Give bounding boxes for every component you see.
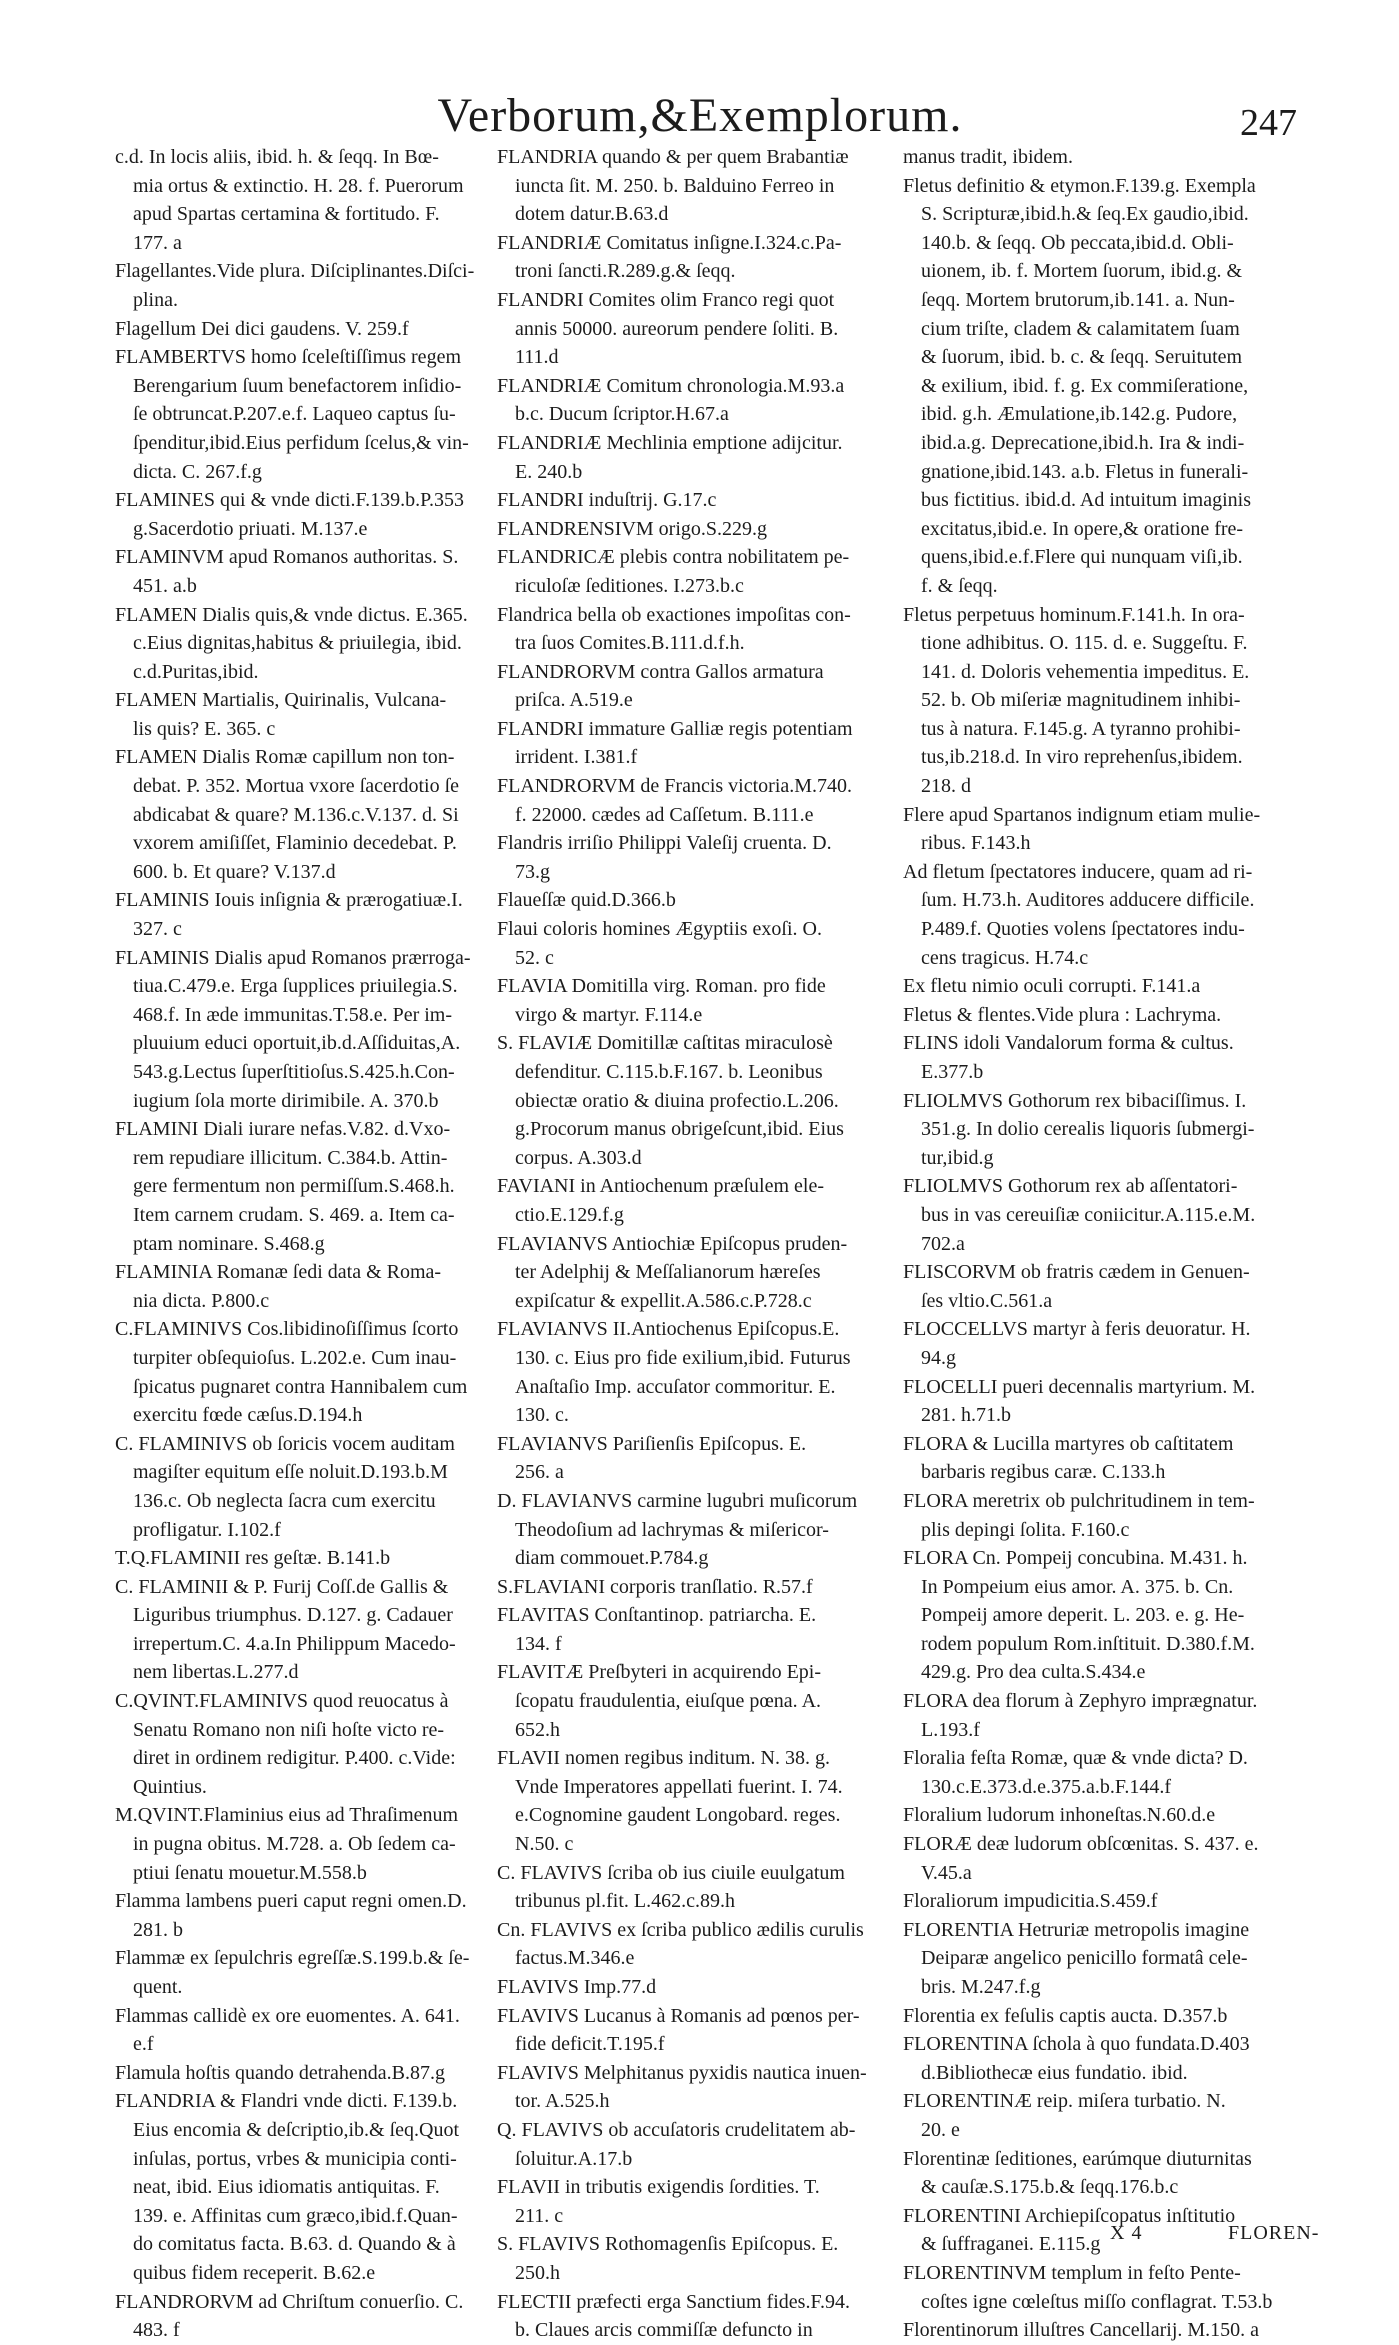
index-entry: FLANDRIÆ Comitum chronologia.M.93.a b.c. Ducum ſcriptor.H.67.a	[497, 374, 845, 426]
index-entry: FLAMINVM apud Romanos authoritas. S. 451. a.b	[115, 546, 459, 597]
index-entry: FLORENTIA Hetruriæ metropolis imagine Deiparæ angelico penicillo formatâ cele- bris. M.247.f.g	[903, 1918, 1250, 1998]
index-entry: c.d. In locis aliis, ibid. h. & ſeqq. In Bœ- mia ortus & extinctio. H. 28. f. Puerorum apud Spartas certamina & fortitudo. F. 177. a	[115, 146, 464, 254]
index-entry: D. FLAVIANVS carmine lugubri muſicorum Theodoſium ad lachrymas & miſericor- diam commouet.P.784.g	[497, 1489, 858, 1570]
index-entry: S.FLAVIANI corporis tranſlatio. R.57.f	[497, 1575, 813, 1598]
index-entry: FLANDRICÆ plebis contra nobilitatem pe- riculoſæ ſeditiones. I.273.b.c	[497, 546, 850, 597]
index-entry: FLAMBERTVS homo ſceleſtiſſimus regem Berengarium ſuum benefactorem inſidio- ſe obtruncat.P.207.e.f. Laqueo captus ſu- ſpenditur,ibid.Eius perfidum ſcelus,& vin- dicta. C. 267.f.g	[115, 346, 469, 483]
index-entry: FLORA Cn. Pompeij concubina. M.431. h. In Pompeium eius amor. A. 375. b. Cn. Pompeij amore deperit. L. 203. e. g. He- rodem populum Rom.inſtituit. D.380.f.M. 429.g. Pro dea culta.S.434.e	[903, 1547, 1255, 1684]
index-entry: FLAMINES qui & vnde dicti.F.139.b.P.353 g.Sacerdotio priuati. M.137.e	[115, 489, 464, 540]
index-entry: FLOCCELLVS martyr à feris deuoratur. H. 94.g	[903, 1318, 1251, 1369]
index-entry: Flere apud Spartanos indignum etiam mulie- ribus. F.143.h	[903, 803, 1261, 855]
index-entry: FLANDRIÆ Mechlinia emptione adijcitur. E. 240.b	[497, 431, 843, 483]
index-entry: Flandrica bella ob exactiones impoſitas con- tra ſuos Comites.B.111.d.f.h.	[497, 603, 851, 655]
index-entry: S. FLAVIVS Rothomagenſis Epiſcopus. E. 250.h	[497, 2233, 839, 2284]
page-number: 247	[1240, 102, 1297, 144]
index-entry: Ex fletu nimio oculi corrupti. F.141.a	[903, 975, 1201, 998]
index-entry: FLIOLMVS Gothorum rex ab aſſentatori- bus in vas cereuiſiæ coniicitur.A.115.e.M. 702.a	[903, 1175, 1256, 1255]
signature-mark: X 4	[1110, 2222, 1143, 2244]
index-entry: Flaui coloris homines Ægyptiis exoſi. O. 52. c	[497, 918, 822, 969]
index-entry: Flagellantes.Vide plura. Diſciplinantes.Diſci- plina.	[115, 260, 475, 311]
index-entry: Flandris irriſio Philippi Valeſij cruenta. D. 73.g	[497, 832, 832, 883]
index-entry: FLAMINIS Dialis apud Romanos prærroga- tiua.C.479.e. Erga ſupplices priuilegia.S. 468.f. In æde immunitas.T.58.e. Per im- pluuium educi oportuit,ib.d.Aſſiduitas,A. 543.g.Lectus ſuperſtitioſus.S.425.h.Con- iugium ſola morte dirimibile. A. 370.b	[115, 946, 471, 1112]
index-entry: C. FLAMINII & P. Furij Coſſ.de Gallis & Liguribus triumphus. D.127. g. Cadauer irrepertum.C. 4.a.In Philippum Macedo- nem libertas.L.277.d	[115, 1575, 456, 1684]
index-entry: FLANDRORVM ad Chriſtum conuerſio. C. 483. f	[115, 2290, 464, 2342]
index-entry: Floralium ludorum inhoneſtas.N.60.d.e	[903, 1804, 1216, 1827]
index-entry: C. FLAVIVS ſcriba ob ius ciuile euulgatum tribunus pl.fit. L.462.c.89.h	[497, 1861, 845, 1913]
index-entry: Florentinorum illuſtres Cancellarij. M.150. a	[903, 2319, 1260, 2342]
running-title: Verborum,&Exemplorum.	[437, 89, 963, 142]
index-entry: Ad fletum ſpectatores inducere, quam ad ri- ſum. H.73.h. Auditores adducere difficile. P.489.f. Quoties volens ſpectatores indu- cens tragicus. H.74.c	[903, 860, 1255, 969]
index-column-right	[903, 143, 1313, 2345]
index-entry: manus tradit, ibidem.	[903, 146, 1073, 168]
index-entry: FLANDRI induſtrij. G.17.c	[497, 489, 717, 512]
index-entry: FLANDRIÆ Comitatus inſigne.I.324.c.Pa- troni ſancti.R.289.g.& ſeqq.	[497, 231, 842, 283]
index-entry: FLECTII præfecti erga Sanctium fides.F.94. b. Claues arcis commiſſæ defuncto in	[497, 2290, 850, 2342]
index-entry: M.QVINT.Flaminius eius ad Thraſimenum in pugna obitus. M.728. a. Ob ſedem ca- ptiui ſenatu mouetur.M.558.b	[115, 1804, 459, 1884]
index-entry: FLANDRORVM contra Gallos armatura priſca. A.519.e	[497, 660, 824, 712]
index-entry: FLAVIANVS Antiochiæ Epiſcopus pruden- ter Adelphij & Meſſalianorum hæreſes expiſcatur & expellit.A.586.c.P.728.c	[497, 1232, 848, 1312]
index-entry: Florentia ex feſulis captis aucta. D.357.b	[903, 2004, 1228, 2027]
index-entry: FLINS idoli Vandalorum forma & cultus. E.377.b	[903, 1032, 1234, 1083]
index-entry: Flamula hoſtis quando detrahenda.B.87.g	[115, 2061, 445, 2084]
index-entry: FLAVIANVS Pariſienſis Epiſcopus. E. 256. a	[497, 1432, 807, 1484]
index-entry: Floralia feſta Romæ, quæ & vnde dicta? D. 130.c.E.373.d.e.375.a.b.F.144.f	[903, 1747, 1248, 1798]
index-entry: FLAVIVS Lucanus à Romanis ad pœnos per- fide deficit.T.195.f	[497, 2004, 860, 2056]
index-entry: Flammas callidè ex ore euomentes. A. 641. e.f	[115, 2004, 460, 2056]
index-entry: FLORENTINVM templum in feſto Pente- coſtes igne cœleſtus miſſo conflagrat. T.53.b	[903, 2261, 1273, 2313]
index-column-left	[115, 143, 510, 2345]
index-entry: FLORENTINI Archiepiſcopatus inſtitutio & ſuffraganei. E.115.g	[903, 2204, 1236, 2256]
index-entry: S. FLAVIÆ Domitillæ caſtitas miraculosè defenditur. C.115.b.F.167. b. Leonibus obiectæ oratio & diuina profectio.L.206. g.Procorum manus obrigeſcunt,ibid. Eius corpus. A.303.d	[497, 1032, 844, 1169]
index-entry: FAVIANI in Antiochenum præſulem ele- ctio.E.129.f.g	[497, 1175, 824, 1226]
index-entry: FLORÆ deæ ludorum obſcœnitas. S. 437. e. V.45.a	[903, 1833, 1259, 1884]
catchword: FLOREN-	[1228, 2222, 1320, 2244]
index-entry: FLANDRI Comites olim Franco regi quot annis 50000. aureorum pendere ſoliti. B. 111.d	[497, 288, 839, 369]
index-entry: Flamma lambens pueri caput regni omen.D. 281. b	[115, 1890, 467, 1941]
index-entry: Flammæ ex ſepulchris egreſſæ.S.199.b.& ſe- quent.	[115, 1947, 470, 1998]
index-entry: FLISCORVM ob fratris cædem in Genuen- ſes vltio.C.561.a	[903, 1261, 1250, 1312]
index-entry: C.FLAMINIVS Cos.libidinoſiſſimus ſcorto turpiter obſequioſus. L.202.e. Cum inau- ſpicatus pugnaret contra Hannibalem cum exercitu fœde cæſus.D.194.h	[115, 1318, 468, 1427]
index-entry: FLAVIVS Imp.77.d	[497, 1976, 657, 1998]
index-entry: FLANDRIA & Flandri vnde dicti. F.139.b. Eius encomia & deſcriptio,ib.& ſeq.Quot inſulas, portus, vrbes & municipia conti- neat, ibid. Eius idiomatis antiquitas. F. 139. e. Affinitas cum græco,ibid.f.Quan- do comitatus facta. B.63. d. Quando & à quibus fidem receperit. B.62.e	[115, 2090, 460, 2284]
index-entry: Florentinæ ſeditiones, earúmque diuturnitas & cauſæ.S.175.b.& ſeqq.176.b.c	[903, 2147, 1252, 2199]
index-entry: FLORENTINÆ reip. miſera turbatio. N. 20. e	[903, 2090, 1226, 2141]
index-column-middle	[497, 143, 892, 2345]
index-entry: FLAMINI Diali iurare nefas.V.82. d.Vxo- rem repudiare illicitum. C.384.b. Attin- gere fermentum non permiſſum.S.468.h. Item carnem crudam. S. 469. a. Item ca- ptam nominare. S.468.g	[115, 1118, 455, 1255]
index-entry: FLAMEN Dialis Romæ capillum non ton- debat. P. 352. Mortua vxore ſacerdotio ſe abdicabat & quare? M.136.c.V.137. d. Si vxorem amiſiſſet, Flaminio decedebat. P. 600. b. Et quare? V.137.d	[115, 746, 460, 883]
index-entry: FLAMEN Martialis, Quirinalis, Vulcana- lis quis? E. 365. c	[115, 689, 447, 740]
index-entry: FLAVII in tributis exigendis ſordities. T. 211. c	[497, 2176, 820, 2227]
index-entry: FLANDRI immature Galliæ regis potentiam irrident. I.381.f	[497, 717, 853, 769]
index-entry: Flaueſſæ quid.D.366.b	[497, 889, 676, 912]
index-entry: Fletus perpetuus hominum.F.141.h. In ora- tione adhibitus. O. 115. d. e. Suggeſtu. F. 141. d. Doloris vehementia impeditus. E. 52. b. Ob miſeriæ magnitudinem inhibi- tus à natura. F.145.g. A tyranno prohibi- tus,ib.218.d. In viro reprehenſus,ibidem. 218. d	[903, 603, 1250, 798]
index-entry: C.QVINT.FLAMINIVS quod reuocatus à Senatu Romano non niſi hoſte victo re- diret in ordinem redigitur. P.400. c.Vide: Quintius.	[115, 1690, 456, 1798]
index-entry: Cn. FLAVIVS ex ſcriba publico ædilis curulis factus.M.346.e	[497, 1918, 864, 1970]
index-entry: FLAVIANVS II.Antiochenus Epiſcopus.E. 130. c. Eius pro fide exilium,ibid. Futurus Anaſtaſio Imp. accuſator commoritur. E. 130. c.	[497, 1318, 851, 1427]
index-entry: FLORA & Lucilla martyres ob caſtitatem barbaris regibus caræ. C.133.h	[903, 1432, 1234, 1484]
index-entry: FLAMINIA Romanæ ſedi data & Roma- nia dicta. P.800.c	[115, 1261, 442, 1312]
index-entry: FLAVIVS Melphitanus pyxidis nautica inuen- tor. A.525.h	[497, 2061, 867, 2113]
index-entry: FLAMINIS Iouis inſignia & prærogatiuæ.I. 327. c	[115, 889, 463, 941]
index-entry: FLANDRORVM de Francis victoria.M.740. f. 22000. cædes ad Caſſetum. B.111.e	[497, 775, 853, 826]
index-entry: Flagellum Dei dici gaudens. V. 259.f	[115, 317, 409, 340]
index-entry: FLORA dea florum à Zephyro imprægnatur. L.193.f	[903, 1690, 1258, 1741]
index-entry: FLOCELLI pueri decennalis martyrium. M. 281. h.71.b	[903, 1375, 1256, 1427]
index-entry: FLORA meretrix ob pulchritudinem in tem- plis depingi ſolita. F.160.c	[903, 1489, 1255, 1541]
index-entry: FLAMEN Dialis quis,& vnde dictus. E.365. c.Eius dignitas,habitus & priuilegia, ibid. c.d.Puritas,ibid.	[115, 603, 468, 683]
index-entry: FLANDRENSIVM origo.S.229.g	[497, 517, 768, 540]
index-entry: FLORENTINA ſchola à quo fundata.D.403 d.Bibliothecæ eius fundatio. ibid.	[903, 2033, 1250, 2084]
index-entry: Fletus definitio & etymon.F.139.g. Exempla S. Scripturæ,ibid.h.& ſeq.Ex gaudio,ibid. 140.b. & ſeqq. Ob peccata,ibid.d. Obli- uionem, ib. f. Mortem ſuorum, ibid.g. & ſeqq. Mortem brutorum,ib.141. a. Nun- cium triſte, cladem & calamitatem ſuam & ſuorum, ibid. b. c. & ſeqq. Seruitutem & exilium, ibid. f. g. Ex commiſeratione, ibid. g.h. Æmulatione,ib.142.g. Pudore, ibid.a.g. Deprecatione,ibid.h. Ira & indi- gnatione,ibid.143. a.b. Fletus in funerali- bus fictitius. ibid.d. Ad intuitum imaginis excitatus,ibid.e. In opere,& oratione fre- quens,ibid.e.f.Flere qui nunquam viſi,ib. f. & ſeqq.	[903, 174, 1256, 597]
index-entry: FLAVITAS Conſtantinop. patriarcha. E. 134. f	[497, 1604, 817, 1655]
index-entry: FLAVII nomen regibus inditum. N. 38. g. Vnde Imperatores appellati fuerint. I. 74. e.Cognomine gaudent Longobard. reges. N.50. c	[497, 1747, 843, 1856]
index-entry: FLAVIA Domitilla virg. Roman. pro fide virgo & martyr. F.114.e	[497, 975, 826, 1026]
index-entry: FLIOLMVS Gothorum rex bibaciſſimus. I. 351.g. In dolio cerealis liquoris ſubmergi- tur,ibid.g	[903, 1089, 1255, 1169]
index-entry: FLAVITÆ Preſbyteri in acquirendo Epi- ſcopatu fraudulentia, eiuſque pœna. A. 652.h	[497, 1661, 822, 1741]
index-entry: Fletus & flentes.Vide plura : Lachryma.	[903, 1003, 1222, 1026]
index-entry: FLANDRIA quando & per quem Brabantiæ iuncta ſit. M. 250. b. Balduino Ferreo in dotem datur.B.63.d	[497, 146, 849, 226]
index-entry: Q. FLAVIVS ob accuſatoris crudelitatem ab- ſoluitur.A.17.b	[497, 2118, 856, 2170]
index-entry: T.Q.FLAMINII res geſtæ. B.141.b	[115, 1547, 391, 1570]
index-entry: C. FLAMINIVS ob ſoricis vocem auditam magiſter equitum eſſe noluit.D.193.b.M 136.c. Ob neglecta ſacra cum exercitu profligatur. I.102.f	[115, 1432, 455, 1541]
index-entry: Floraliorum impudicitia.S.459.f	[903, 1890, 1158, 1913]
